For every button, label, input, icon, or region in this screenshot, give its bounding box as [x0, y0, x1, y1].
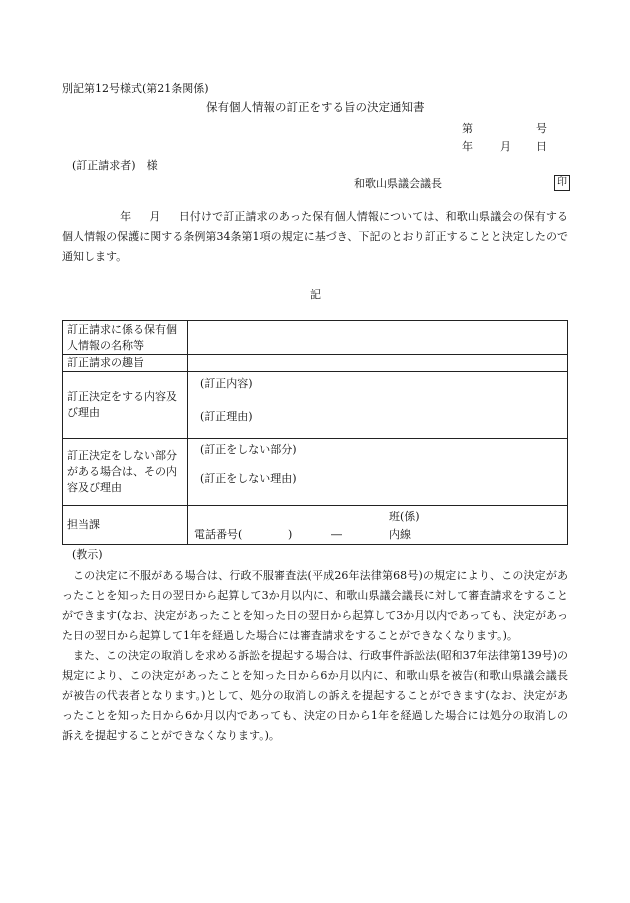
ki-heading: 記	[310, 288, 321, 301]
section-label: 班(係)	[389, 510, 420, 523]
body-text: 日付けで訂正請求のあった保有個人情報については、和歌山県議会の保有する個人情報の保護に関する条例第34条第1項の規定に基づき、下記のとおり訂正することと決定したので通知します。	[62, 210, 569, 263]
addressee: (訂正請求者) 様	[72, 159, 158, 172]
row-value-non-correction	[188, 439, 568, 506]
row-value-contact	[188, 506, 568, 545]
notice-body	[62, 566, 568, 746]
table-row	[63, 372, 568, 439]
notice-paragraph-appeal: この決定に不服がある場合は、行政不服審査法(平成26年法律第68号)の規定により、この決定があったことを知った日の翌日から起算して3か月以内に、和歌山県議会議長に対して審査請求をすることができます(なお、決定があったことを知った日の翌日から起算して3か月以内であっても、決定があった日の翌日から起算して1年を経過した場合には審査請求をすることができなくなります。)。	[62, 569, 568, 642]
table-row	[63, 439, 568, 506]
date-year: 年	[462, 140, 473, 153]
non-correction-part-label: (訂正をしない部分)	[200, 443, 297, 456]
body-paragraph	[62, 207, 568, 267]
document-number-prefix: 第	[462, 122, 473, 135]
notice-heading: (教示)	[72, 548, 103, 561]
row-value-request-purpose	[188, 355, 568, 372]
row-value-info-name	[188, 321, 568, 355]
table-row	[63, 355, 568, 372]
body-year-mark: 年	[120, 210, 132, 223]
extension-label: 内線	[389, 528, 411, 541]
row-value-correction-decision	[188, 372, 568, 439]
phone-label: 電話番号(	[194, 528, 243, 541]
date-day: 日	[536, 140, 547, 153]
row-label-contact-section: 担当課	[63, 506, 188, 545]
correction-reason-label: (訂正理由)	[200, 410, 253, 423]
phone-dash: ―	[331, 528, 342, 541]
table-row	[63, 506, 568, 545]
date-month: 月	[500, 140, 511, 153]
table-row	[63, 321, 568, 355]
non-correction-reason-label: (訂正をしない理由)	[200, 472, 297, 485]
notice-paragraph-lawsuit: また、この決定の取消しを求める訴訟を提起する場合は、行政事件訴訟法(昭和37年法律第139号)の規定により、この決定があったことを知った日から6か月以内に、和歌山県を被告(和歌山県議会議長が被告の代表者となります。)として、処分の取消しの訴えを提起することができます(なお、決定があったことを知った日から6か月以内であっても、決定の日から1年を経過した場合には処分の取消しの訴えを提起することができなくなります。)。	[62, 649, 568, 742]
row-label-non-correction: 訂正決定をしない部分がある場合は、その内容及び理由	[63, 439, 188, 506]
row-label-correction-decision: 訂正決定をする内容及び理由	[63, 372, 188, 439]
correction-form-table	[62, 320, 568, 545]
sender-name: 和歌山県議会議長	[354, 177, 442, 190]
document-number-suffix: 号	[536, 122, 547, 135]
body-month-mark: 月	[149, 210, 161, 223]
form-number: 別記第12号様式(第21条関係)	[62, 82, 209, 95]
seal-mark: 印	[554, 175, 570, 191]
row-label-request-purpose: 訂正請求の趣旨	[63, 355, 188, 372]
correction-content-label: (訂正内容)	[200, 377, 253, 390]
document-title: 保有個人情報の訂正をする旨の決定通知書	[206, 100, 425, 114]
phone-close: )	[288, 528, 293, 541]
row-label-info-name: 訂正請求に係る保有個人情報の名称等	[63, 321, 188, 355]
